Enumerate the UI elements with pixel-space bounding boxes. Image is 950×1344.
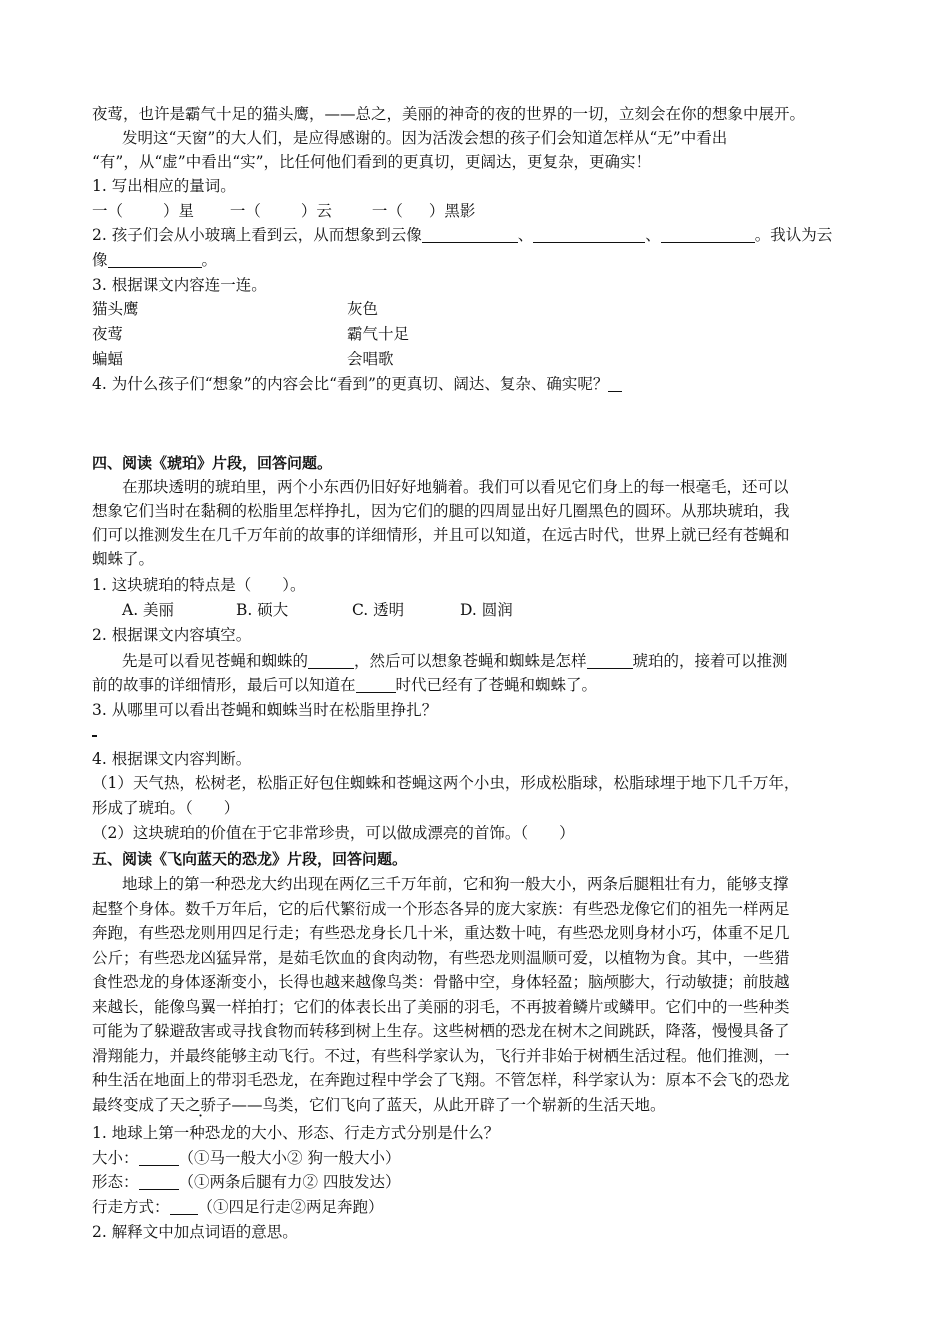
option-c[interactable]: C. 透明 bbox=[352, 601, 405, 619]
s4-blank-3[interactable] bbox=[356, 676, 396, 693]
dino-passage-line: 地球上的第一种恐龙大约出现在两亿三千万年前，它和狗一般大小，两条后腿粗壮有力，能够支撑 bbox=[122, 875, 789, 893]
dino-passage-line: 食性恐龙的身体逐渐变小，长得也越来越像鸟类：骨骼中空，身体轻盈；脑颅膨大，行动敏捷；前肢越 bbox=[92, 973, 790, 991]
q3-stem: 3. 根据课文内容连一连。 bbox=[92, 276, 267, 294]
s4-q4-stem: 4. 根据课文内容判断。 bbox=[92, 750, 252, 768]
passage-line-2: 发明这“天窗”的大人们，是应得感谢的。因为活泼会想的孩子们会知道怎样从“无”中看出 bbox=[122, 129, 728, 147]
q2-line-2: 像 。 bbox=[92, 251, 218, 269]
dino-passage-line: 种生活在地面上的带羽毛恐龙，在奔跑过程中学会了飞翔。不管怎样，科学家认为：原本不会飞的恐龙 bbox=[92, 1071, 790, 1089]
s4-q2-stem: 2. 根据课文内容填空。 bbox=[92, 626, 252, 644]
q3-right-item[interactable]: 灰色 bbox=[347, 300, 379, 318]
amber-passage-line: 蜘蛛了。 bbox=[92, 550, 155, 568]
q2-blank-2[interactable] bbox=[533, 226, 645, 243]
s4-q2-fill-line-1: 先是可以看见苍蝇和蜘蛛的 ，然后可以想象苍蝇和蜘蛛是怎样 琥珀的，接着可以推测 bbox=[122, 652, 788, 670]
option-d[interactable]: D. 圆润 bbox=[460, 601, 513, 619]
q3-row-2 bbox=[92, 323, 872, 345]
q3-row-1 bbox=[92, 298, 872, 320]
s5-size-blank[interactable] bbox=[139, 1149, 179, 1166]
dotted-phrase: 天之骄子 bbox=[169, 1096, 232, 1114]
q3-left-item[interactable]: 猫头鹰 bbox=[92, 300, 139, 318]
dino-passage-line: 可能为了躲避敌害或寻找食物而转移到树上生存。这些树栖的恐龙在树木之间跳跃，降落，慢慢具备了 bbox=[92, 1022, 790, 1040]
section5-heading: 五、阅读《飞向蓝天的恐龙》片段，回答问题。 bbox=[92, 850, 408, 868]
q4-line: 4. 为什么孩子们“想象”的内容会比“看到”的更真切、阔达、复杂、确实呢？ bbox=[92, 373, 872, 395]
s5-size-line: 大小： （①马一般大小② 狗一般大小） bbox=[92, 1149, 401, 1167]
s5-shape-blank[interactable] bbox=[139, 1173, 179, 1190]
amber-passage-line: 们可以推测发生在几千万年前的故事的详细情形，并且可以知道，在远古时代，世界上就已经有苍蝇和 bbox=[92, 526, 790, 544]
dino-passage-line: 来越长，能像鸟翼一样拍打；它们的体表长出了美丽的羽毛，不再披着鳞片或鳞甲。它们中的一些种类 bbox=[92, 998, 790, 1016]
q2-line-1: 2. 孩子们会从小玻璃上看到云，从而想象到云像 、 、 。我认为云 bbox=[92, 226, 833, 244]
dino-passage-last-line: 最终变成了天之骄子——鸟类，它们飞向了蓝天，从此开辟了一个崭新的生活天地。 bbox=[92, 1096, 666, 1114]
option-b[interactable]: B. 硕大 bbox=[236, 601, 289, 619]
s4-q1-stem: 1. 这块琥珀的特点是（ ）。 bbox=[92, 576, 306, 594]
s5-q1-stem: 1. 地球上第一种恐龙的大小、形态、行走方式分别是什么？ bbox=[92, 1124, 500, 1142]
dino-passage-line: 起整个身体。数千万年后，它的后代繁衍成一个形态各异的庞大家族：有些恐龙像它们的祖先一样两足 bbox=[92, 900, 790, 918]
q3-left-item[interactable]: 蝙蝠 bbox=[92, 350, 124, 368]
s4-q3-stem: 3. 从哪里可以看出苍蝇和蜘蛛当时在松脂里挣扎？ bbox=[92, 701, 438, 719]
q3-left-item[interactable]: 夜莺 bbox=[92, 325, 124, 343]
s4-q2-fill-line-2: 前的故事的详细情形，最后可以知道在 时代已经有了苍蝇和蜘蛛了。 bbox=[92, 676, 598, 694]
q2-blank-1[interactable] bbox=[422, 226, 518, 243]
q2-blank-4[interactable] bbox=[108, 251, 202, 268]
s4-judge-1b: 形成了琥珀。（ ） bbox=[92, 799, 240, 817]
dino-passage-line: 奔跑，有些恐龙则用四足行走；有些恐龙身长几十米，重达数十吨，有些恐龙则身材小巧，体重不足几 bbox=[92, 924, 790, 942]
amber-passage-line: 在那块透明的琥珀里，两个小东西仍旧好好地躺着。我们可以看见它们身上的每一根毫毛，还可以 bbox=[122, 478, 789, 496]
q4-blank[interactable] bbox=[608, 375, 622, 392]
s4-judge-1a: （1）天气热，松树老，松脂正好包住蜘蛛和苍蝇这两个小虫，形成松脂球，松脂球埋于地下几千万年， bbox=[92, 774, 800, 792]
s4-q1-options bbox=[122, 599, 902, 621]
s5-walk-line: 行走方式： （①四足行走②两足奔跑） bbox=[92, 1198, 384, 1216]
amber-passage-line: 想象它们当时在黏稠的松脂里怎样挣扎，因为它们的腿的四周显出好几圈黑色的圆环。从那块琥珀，我 bbox=[92, 502, 790, 520]
passage-line-1: 夜莺，也许是霸气十足的猫头鹰，——总之，美丽的神奇的夜的世界的一切，立刻会在你的想象中展开。 bbox=[92, 105, 806, 123]
s4-judge-2: （2）这块琥珀的价值在于它非常珍贵，可以做成漂亮的首饰。（ ） bbox=[92, 824, 575, 842]
q3-row-3 bbox=[92, 348, 872, 370]
s5-walk-blank[interactable] bbox=[170, 1198, 198, 1215]
s4-blank-2[interactable] bbox=[587, 652, 633, 669]
q1-items: 一（ ）星 一（ ）云 一（ ）黑影 bbox=[92, 202, 476, 220]
q3-right-item[interactable]: 霸气十足 bbox=[347, 325, 410, 343]
section4-heading: 四、阅读《琥珀》片段，回答问题。 bbox=[92, 454, 333, 472]
q2-blank-3[interactable] bbox=[661, 226, 755, 243]
s4-q3-answer-mark bbox=[92, 735, 97, 737]
q1-stem: 1. 写出相应的量词。 bbox=[92, 177, 236, 195]
dino-passage-line: 滑翔能力，并最终能够主动飞行。不过，有些科学家认为，飞行并非始于树栖生活过程。他们推测，一 bbox=[92, 1047, 790, 1065]
dino-passage-line: 公斤；有些恐龙凶猛异常，是茹毛饮血的食肉动物，有些恐龙则温顺可爱，以植物为食。其中，一些猎 bbox=[92, 949, 790, 967]
q3-right-item[interactable]: 会唱歌 bbox=[347, 350, 394, 368]
option-a[interactable]: A. 美丽 bbox=[122, 601, 175, 619]
passage-line-3: “有”，从“虚”中看出“实”，比任何他们看到的更真切，更阔达，更复杂，更确实！ bbox=[92, 153, 652, 171]
s5-q2-stem: 2. 解释文中加点词语的意思。 bbox=[92, 1223, 298, 1241]
s5-shape-line: 形态： （①两条后腿有力② 四肢发达） bbox=[92, 1173, 401, 1191]
s4-blank-1[interactable] bbox=[308, 652, 354, 669]
